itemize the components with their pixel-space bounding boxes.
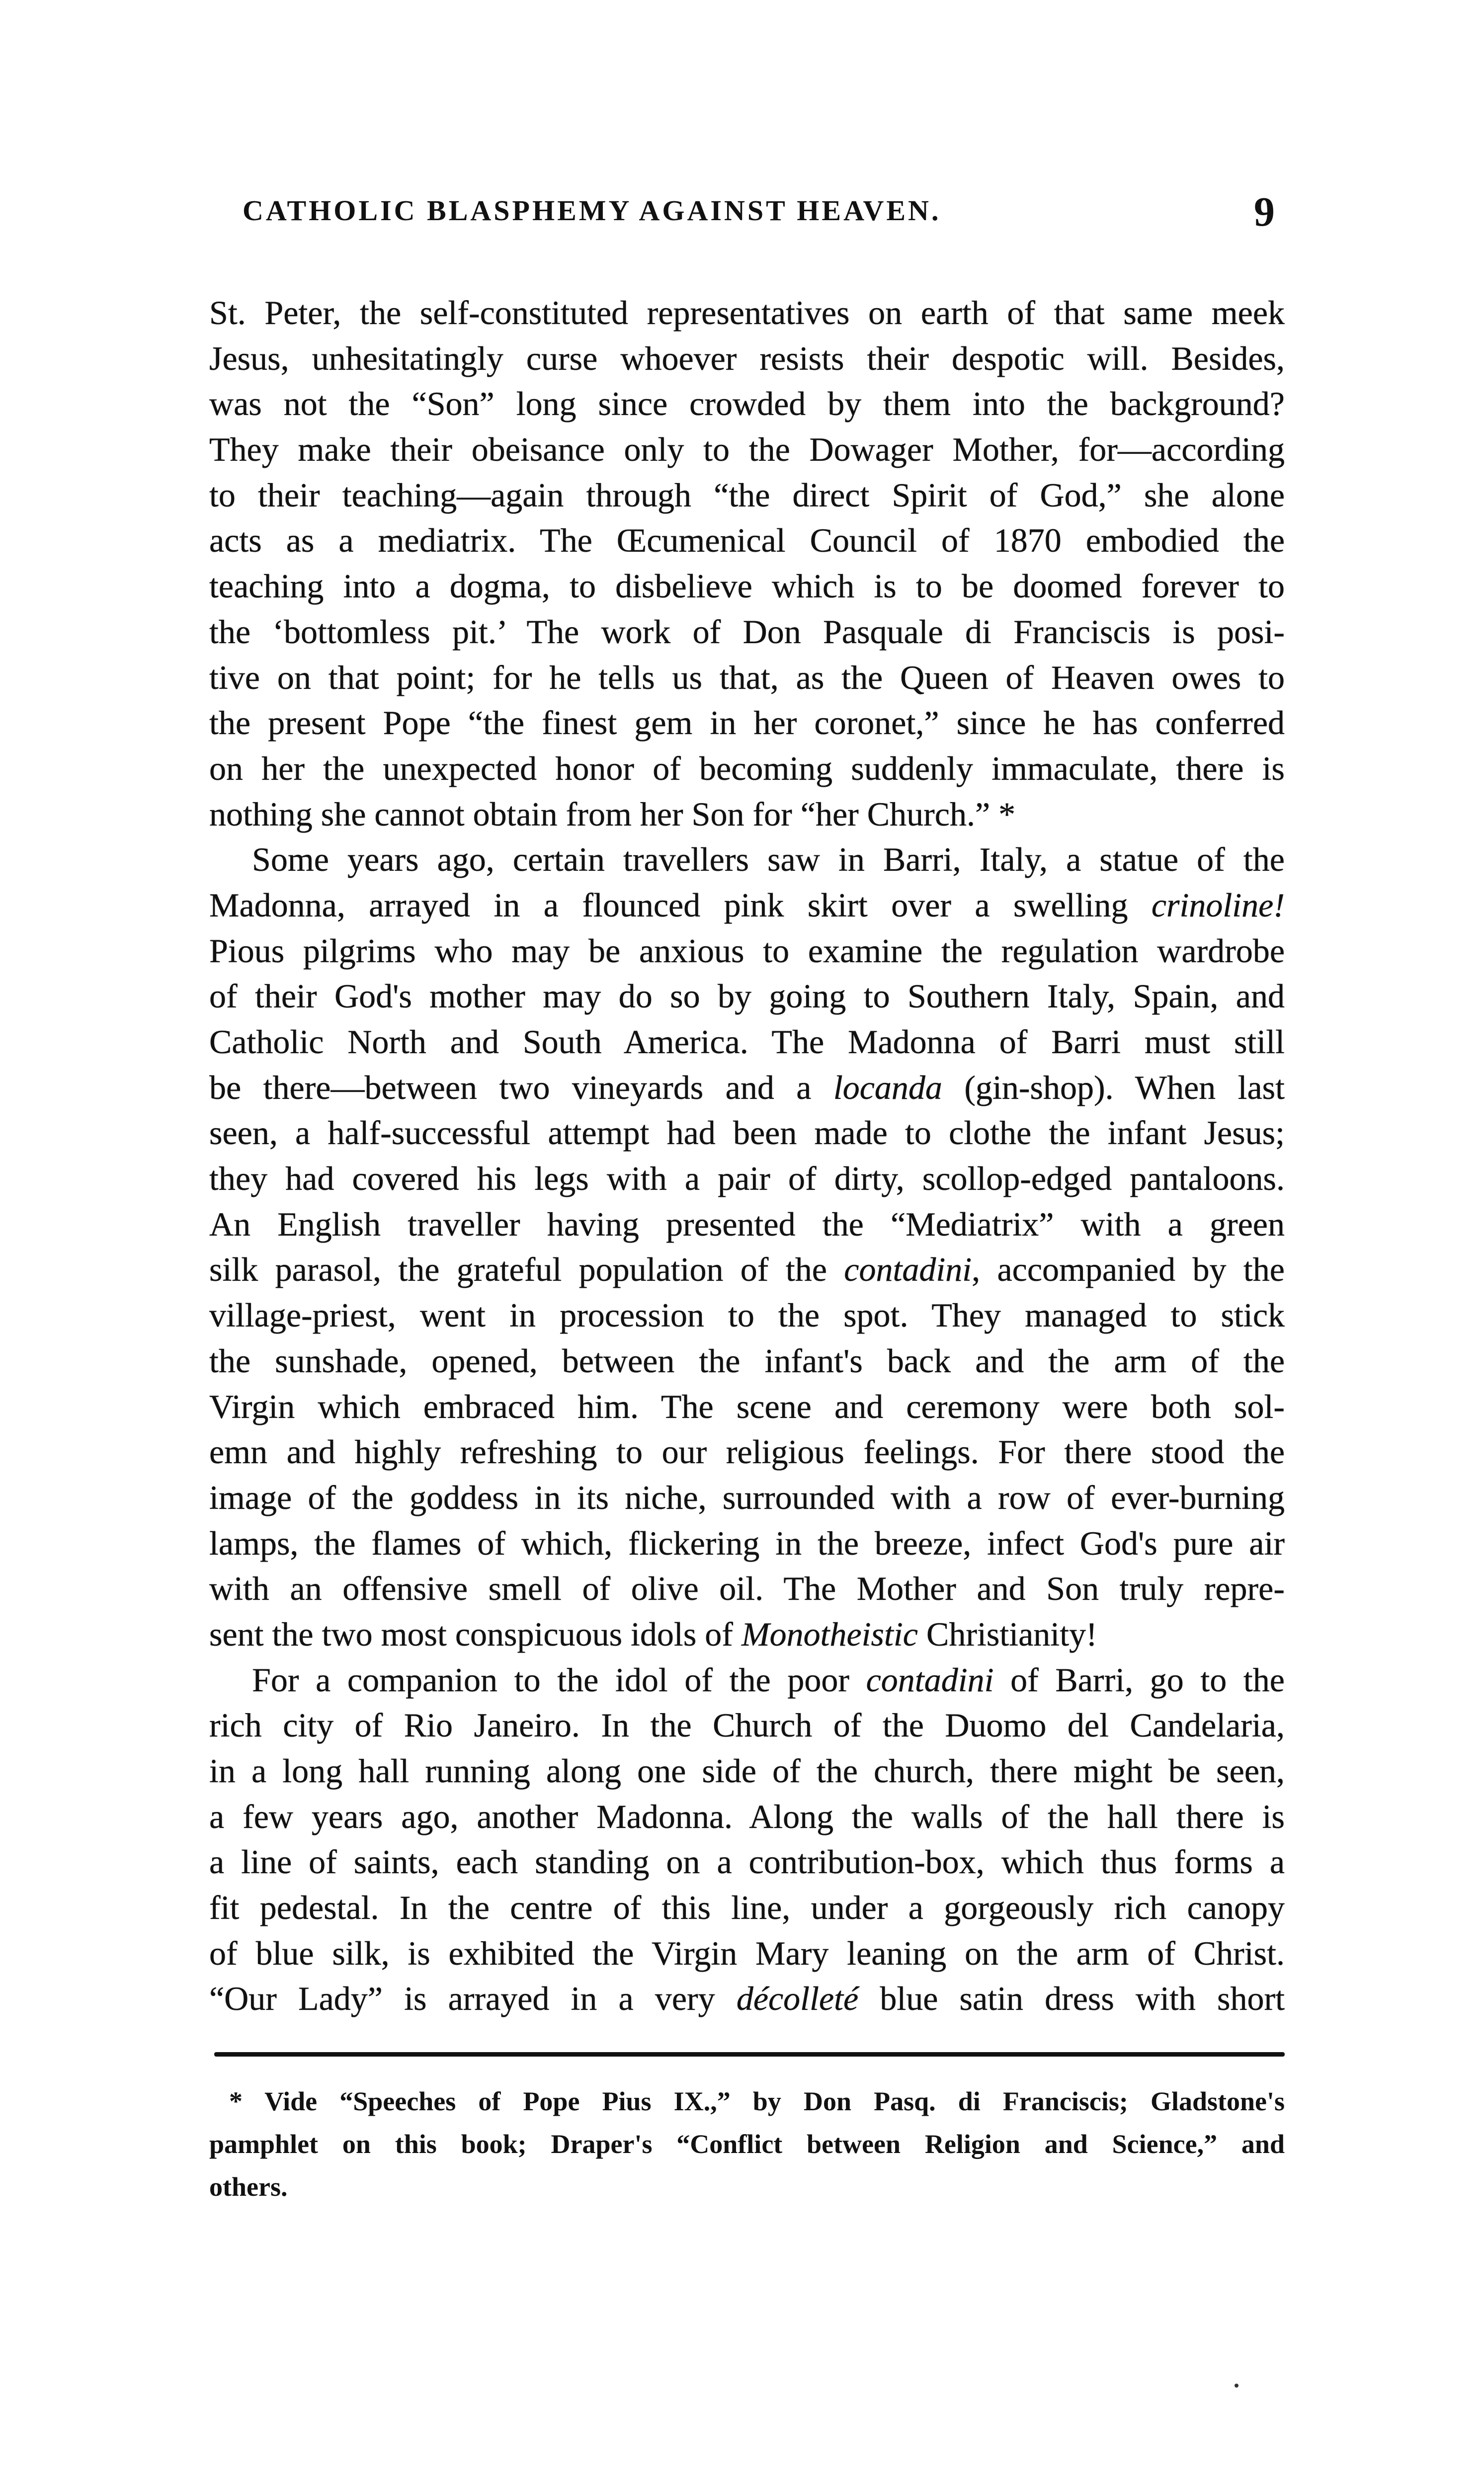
italic-text: décolleté [736,1980,859,2018]
text-line [209,1293,1285,1338]
text-segment: An English traveller having presented the “Mediatrix” with a green [209,1205,1285,1243]
text-segment: For a companion to the idol of the poor [252,1660,866,1699]
text-segment: blue satin dress with short [858,1980,1285,2018]
text-line [209,974,1285,1019]
text-segment: Virgin which embraced him. The scene and ceremony were both sol- [209,1387,1285,1425]
text-segment: to their teaching—again through “the direct Spirit of God,” she alone [209,476,1285,514]
text-segment: Some years ago, certain travellers saw in Barri, Italy, a statue of the [252,840,1285,879]
italic-text: contadini [866,1660,994,1699]
text-line [209,700,1285,746]
text-line [209,336,1285,382]
running-title: CATHOLIC BLASPHEMY AGAINST HEAVEN. [243,194,941,227]
text-line [209,1429,1285,1475]
text-segment: of their God's mother may do so by going to Southern Italy, Spain, and [209,977,1285,1015]
text-segment: They make their obeisance only to the Dowager Mother, for—according [209,430,1285,469]
italic-text: contadini [844,1250,972,1289]
italic-text: locanda [833,1068,942,1106]
footnote-line: pamphlet on this book; Draper's “Conflict between Religion and Science,” and [209,2129,1285,2159]
text-segment: , accompanied by the [972,1250,1285,1289]
body-text [209,290,1285,2022]
text-segment: a few years ago, another Madonna. Along the walls of the hall there is [209,1797,1285,1835]
text-segment: Madonna, arrayed in a flounced pink skirt over a swelling [209,886,1152,924]
text-line [209,473,1285,518]
text-line [209,1019,1285,1065]
text-line [209,1885,1285,1931]
text-segment: fit pedestal. In the centre of this line, under a gorgeously rich canopy [209,1889,1285,1927]
text-segment: silk parasol, the grateful population of the [209,1250,844,1289]
text-segment: with an offensive smell of olive oil. The Mother and Son truly repre- [209,1570,1285,1608]
text-segment: tive on that point; for he tells us that, as the Queen of Heaven owes to [209,658,1285,696]
text-line [209,1110,1285,1156]
text-line [209,609,1285,655]
text-line [209,1475,1285,1521]
text-line [209,1338,1285,1384]
text-segment: rich city of Rio Janeiro. In the Church of the Duomo del Candelaria, [209,1706,1285,1744]
text-line [209,381,1285,427]
text-line [209,1156,1285,1202]
text-segment: the sunshade, opened, between the infant's back and the arm of the [209,1341,1285,1380]
italic-text: crinoline! [1151,886,1285,924]
text-segment: “Our Lady” is arrayed in a very [209,1980,737,2018]
text-segment: sent the two most conspicuous idols of [209,1615,742,1653]
text-segment: Jesus, unhesitatingly curse whoever resists their despotic will. Besides, [209,339,1285,377]
text-line [209,564,1285,609]
text-segment: nothing she cannot obtain from her Son for “her Church.” * [209,795,1016,833]
text-segment: acts as a mediatrix. The Œcumenical Council of 1870 embodied the [209,521,1285,560]
text-line [209,746,1285,792]
text-line [209,792,1285,837]
text-line [209,1612,1285,1657]
text-line [209,1703,1285,1748]
text-line [209,1384,1285,1430]
footnote [209,2080,1285,2208]
text-line [209,837,1285,883]
page-header [209,189,1285,234]
text-segment: Christianity! [917,1615,1097,1653]
page-number: 9 [1254,189,1275,235]
text-line [209,1202,1285,1247]
text-line [209,1521,1285,1567]
text-segment: the ‘bottomless pit.’ The work of Don Pasquale di Franciscis is posi- [209,612,1285,651]
text-line [209,928,1285,974]
text-line [209,1247,1285,1293]
text-line [209,883,1285,928]
text-segment: St. Peter, the self-constituted representatives on earth of that same meek [209,294,1285,331]
text-segment: lamps, the flames of which, flickering in the breeze, infect God's pure air [209,1524,1285,1562]
text-segment: on her the unexpected honor of becoming suddenly immaculate, there is [209,749,1285,787]
text-segment: was not the “Son” long since crowded by them into the background? [209,385,1285,423]
text-line [209,1839,1285,1885]
text-segment: Catholic North and South America. The Madonna of Barri must still [209,1023,1285,1061]
footnote-line: others. [209,2172,288,2202]
text-line [209,1065,1285,1111]
text-segment: be there—between two vineyards and a [209,1068,833,1106]
footnote-rule [214,2052,1285,2057]
text-line [209,427,1285,473]
text-segment: Pious pilgrims who may be anxious to examine the regulation wardrobe [209,931,1285,970]
text-segment: of Barri, go to the [993,1660,1285,1699]
footnote-line: * Vide “Speeches of Pope Pius IX.,” by Don Pasq. di Franciscis; Gladstone's [229,2086,1285,2117]
text-line [209,1657,1285,1703]
text-segment: of blue silk, is exhibited the Virgin Mary leaning on the arm of Christ. [209,1934,1285,1972]
text-segment: village-priest, went in procession to the spot. They managed to stick [209,1296,1285,1334]
text-line [209,1976,1285,2022]
text-line [209,1566,1285,1612]
text-segment: in a long hall running along one side of the church, there might be seen, [209,1752,1285,1790]
text-segment: a line of saints, each standing on a contribution-box, which thus forms a [209,1843,1285,1881]
text-line [209,1931,1285,1977]
text-segment: teaching into a dogma, to disbelieve which is to be doomed forever to [209,567,1285,605]
text-segment: emn and highly refreshing to our religious feelings. For there stood the [209,1433,1285,1471]
text-segment: image of the goddess in its niche, surrounded with a row of ever-burning [209,1478,1285,1516]
text-line [209,1748,1285,1794]
scan-speck [1235,2384,1238,2388]
text-segment: they had covered his legs with a pair of dirty, scollop-edged pantaloons. [209,1160,1285,1198]
text-segment: seen, a half-successful attempt had been made to clothe the infant Jesus; [209,1114,1285,1152]
text-segment: the present Pope “the finest gem in her coronet,” since he has conferred [209,704,1285,742]
text-line [209,655,1285,701]
italic-text: Monotheistic [741,1615,918,1653]
text-line [209,518,1285,564]
text-segment: (gin-shop). When last [942,1068,1285,1106]
text-line [209,290,1285,336]
text-line [209,1794,1285,1840]
